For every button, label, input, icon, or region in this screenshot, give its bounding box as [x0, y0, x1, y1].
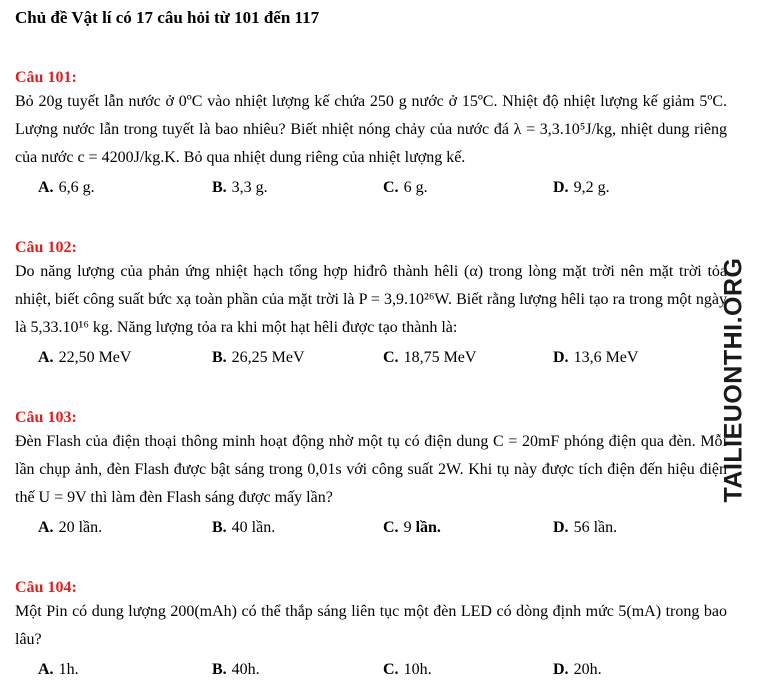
- option-a: [38, 658, 212, 682]
- question-body: Đèn Flash của điện thoại thông minh hoạt động nhờ một tụ có điện dung C = 20mF phóng điện qua đèn. Mỗi lần chụp ảnh, đèn Flash được bật sáng trong 0,01s với công suất 2W. Khi tụ này được tích điện đến hiệu điện thế U = 9V thì làm đèn Flash sáng được mấy lần?: [15, 433, 727, 506]
- question-102: [15, 238, 742, 370]
- option-letter: D.: [553, 661, 569, 678]
- question-body: Bỏ 20g tuyết lẫn nước ở 0ºC vào nhiệt lượng kế chứa 250 g nước ở 15ºC. Nhiệt độ nhiệt lượng kế giảm 5ºC. Lượng nước lẫn trong tuyết là bao nhiêu? Biết nhiệt nóng chảy của nước đá λ = 3,3.10⁵J/kg, nhiệt dung riêng của nước c = 4200J/kg.K. Bỏ qua nhiệt dung riêng của nhiệt lượng kế.: [15, 93, 727, 166]
- option-text: 9,2 g.: [573, 179, 610, 196]
- option-b: [212, 516, 383, 540]
- option-letter: A.: [38, 179, 54, 196]
- option-text: 40 lần.: [231, 519, 276, 536]
- question-heading: Câu 102:: [15, 239, 77, 256]
- question-heading: Câu 104:: [15, 579, 77, 596]
- option-c: [383, 176, 553, 200]
- option-letter: B.: [212, 519, 227, 536]
- option-letter: B.: [212, 661, 227, 678]
- options-row: [15, 346, 742, 370]
- option-c: [383, 516, 553, 540]
- question-104: [15, 578, 742, 682]
- option-letter: B.: [212, 349, 227, 366]
- option-letter: C.: [383, 349, 399, 366]
- option-letter: D.: [553, 349, 569, 366]
- option-a: [38, 516, 212, 540]
- option-letter: A.: [38, 661, 54, 678]
- option-text: 6 g.: [403, 179, 428, 196]
- option-b: [212, 176, 383, 200]
- option-d: [553, 658, 742, 682]
- option-letter: A.: [38, 519, 54, 536]
- option-text: 40h.: [231, 661, 260, 678]
- question-body: Do năng lượng của phản ứng nhiệt hạch tổng hợp hiđrô thành hêli (α) trong lòng mặt trời nên mặt trời tỏa nhiệt, biết công suất bức xạ toàn phần của mặt trời là P = 3,9.10²⁶W. Biết rằng lượng hêli tạo ra trong một ngày là 5,33.10¹⁶ kg. Năng lượng tỏa ra khi một hạt hêli được tạo thành là:: [15, 263, 727, 336]
- option-text: 1h.: [58, 661, 79, 678]
- question-body: Một Pin có dung lượng 200(mAh) có thể thắp sáng liên tục một đèn LED có dòng định mức 5(mA) trong bao lâu?: [15, 603, 727, 648]
- options-row: [15, 176, 742, 200]
- option-text: 26,25 MeV: [231, 349, 305, 366]
- option-text: 6,6 g.: [58, 179, 95, 196]
- option-letter: A.: [38, 349, 54, 366]
- option-text: 22,50 MeV: [58, 349, 132, 366]
- option-c: [383, 658, 553, 682]
- options-row: [15, 516, 742, 540]
- question-heading: Câu 103:: [15, 409, 77, 426]
- option-a: [38, 346, 212, 370]
- option-text-bold: lần.: [415, 519, 441, 536]
- option-a: [38, 176, 212, 200]
- question-103: [15, 408, 742, 540]
- option-letter: B.: [212, 179, 227, 196]
- option-b: [212, 346, 383, 370]
- option-letter: C.: [383, 519, 399, 536]
- option-d: [553, 346, 742, 370]
- option-c: [383, 346, 553, 370]
- option-letter: D.: [553, 519, 569, 536]
- option-text: 3,3 g.: [231, 179, 268, 196]
- option-text: 20h.: [573, 661, 602, 678]
- option-text: 20 lần.: [58, 519, 103, 536]
- question-heading: Câu 101:: [15, 69, 77, 86]
- option-text: 9: [403, 519, 416, 536]
- options-row: [15, 658, 742, 682]
- option-text: 13,6 MeV: [573, 349, 639, 366]
- watermark-text: TAILIEUONTHI.ORG: [719, 257, 748, 503]
- question-101: [15, 68, 742, 200]
- option-letter: C.: [383, 661, 399, 678]
- option-text: 10h.: [403, 661, 432, 678]
- option-text: 18,75 MeV: [403, 349, 477, 366]
- option-text: 56 lần.: [573, 519, 618, 536]
- page-title: Chủ đề Vật lí có 17 câu hỏi từ 101 đến 117: [15, 8, 320, 27]
- option-d: [553, 516, 742, 540]
- option-letter: D.: [553, 179, 569, 196]
- option-letter: C.: [383, 179, 399, 196]
- option-d: [553, 176, 742, 200]
- option-b: [212, 658, 383, 682]
